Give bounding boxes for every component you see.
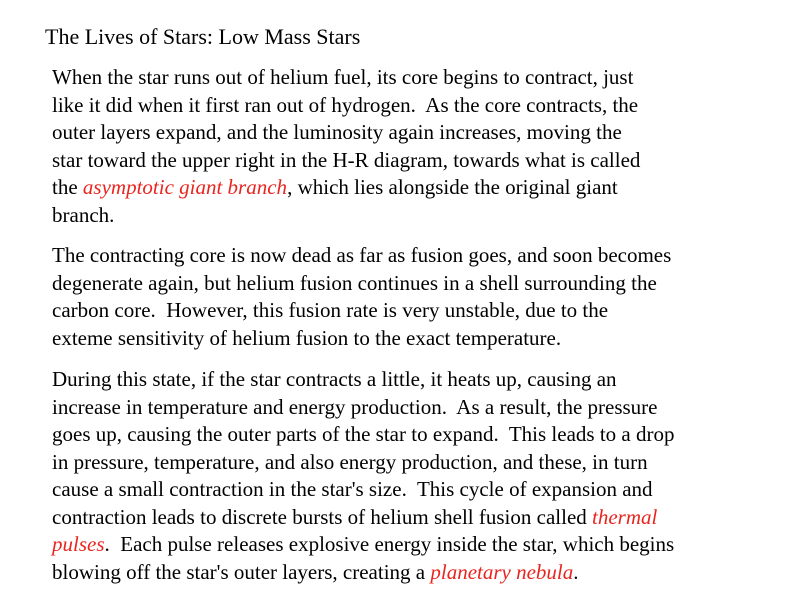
text-segment: . Each pulse releases explosive energy inside the star, which begins <box>104 532 675 556</box>
text-segment: The contracting core is now dead as far as fusion goes, and soon becomes <box>52 243 672 267</box>
highlighted-term: planetary nebula <box>430 559 574 584</box>
text-line <box>52 421 797 449</box>
text-line <box>52 242 797 270</box>
highlighted-term: asymptotic giant branch <box>82 175 288 199</box>
highlighted-term: pulses <box>52 532 105 556</box>
text-line <box>52 92 797 120</box>
text-segment: the <box>52 175 83 199</box>
paragraph-agb <box>52 64 797 229</box>
text-segment: cause a small contraction in the star's size. This cycle of expansion and <box>52 477 653 501</box>
text-line <box>52 270 797 298</box>
text-segment: , which lies alongside the original giant <box>287 175 618 199</box>
text-segment: When the star runs out of helium fuel, its core begins to contract, just <box>52 65 634 89</box>
text-line <box>52 174 797 202</box>
text-segment: outer layers expand, and the luminosity again increases, moving the <box>52 120 622 144</box>
text-segment: exteme sensitivity of helium fusion to the exact temperature. <box>52 325 562 350</box>
text-line <box>52 476 797 504</box>
text-segment: like it did when it first ran out of hydrogen. As the core contracts, the <box>52 92 639 117</box>
text-line <box>52 504 797 532</box>
text-line <box>52 394 797 422</box>
text-segment: increase in temperature and energy production. As a result, the pressure <box>52 394 658 419</box>
text-line <box>52 325 797 353</box>
text-segment: carbon core. However, this fusion rate is very unstable, due to the <box>52 298 609 322</box>
text-segment: star toward the upper right in the H-R diagram, towards what is called <box>52 147 641 172</box>
text-line <box>52 449 797 477</box>
text-segment: . <box>573 559 579 584</box>
highlighted-term: thermal <box>592 504 658 529</box>
text-segment: degenerate again, but helium fusion continues in a shell surrounding the <box>52 270 657 295</box>
text-line <box>52 531 797 559</box>
text-line <box>52 202 797 230</box>
text-line <box>52 119 797 147</box>
text-segment: goes up, causing the outer parts of the star to expand. This leads to a drop <box>52 422 675 446</box>
text-line <box>52 559 797 587</box>
text-line <box>52 64 797 92</box>
text-segment: contraction leads to discrete bursts of helium shell fusion called <box>52 504 593 529</box>
text-line <box>52 147 797 175</box>
text-line <box>52 297 797 325</box>
text-line <box>52 366 797 394</box>
text-segment: During this state, if the star contracts a little, it heats up, causing an <box>52 367 617 391</box>
text-segment: branch. <box>52 202 115 227</box>
text-segment: blowing off the star's outer layers, creating a <box>52 559 431 584</box>
text-segment: in pressure, temperature, and also energy production, and these, in turn <box>52 449 648 474</box>
paragraph-thermal-pulses <box>52 366 797 586</box>
paragraph-helium-shell <box>52 242 797 352</box>
slide-title: The Lives of Stars: Low Mass Stars <box>45 24 361 49</box>
